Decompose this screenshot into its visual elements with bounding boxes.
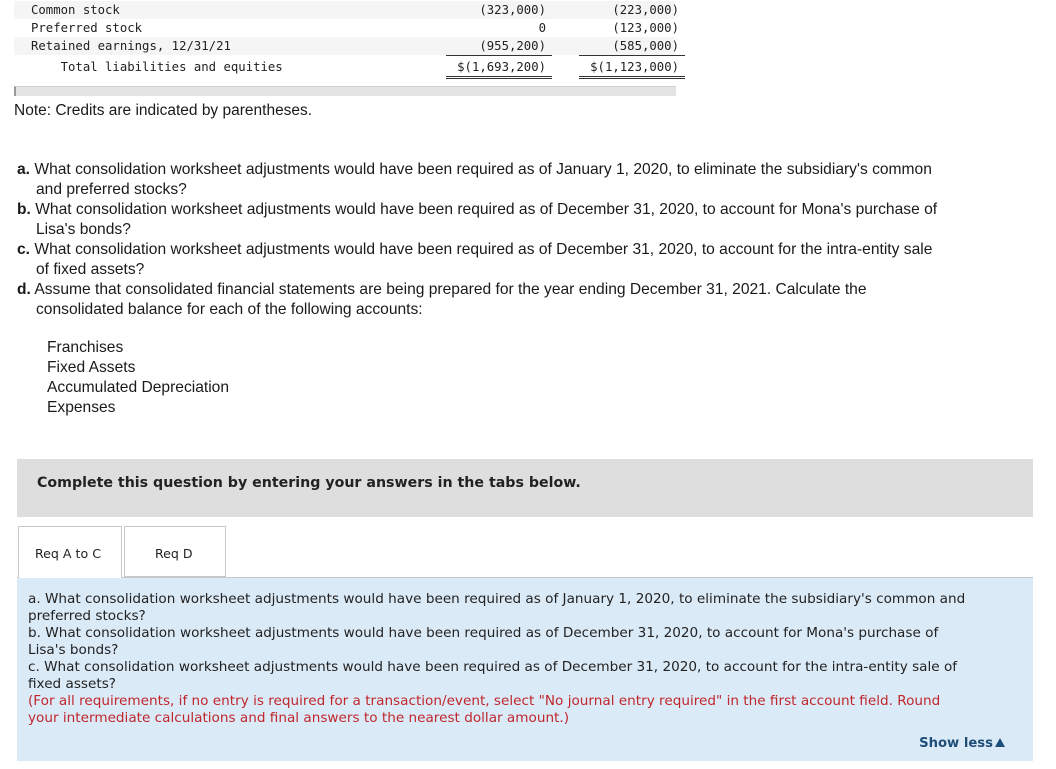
- question-letter: a.: [17, 161, 31, 178]
- requirement-panel: [17, 577, 1033, 761]
- row-value-col1: $(1,693,200): [446, 58, 552, 79]
- note-text: Note: Credits are indicated by parentheses.: [14, 102, 313, 119]
- row-value-col1: (323,000): [479, 3, 546, 17]
- instruction-text: Complete this question by entering your answers in the tabs below.: [37, 475, 581, 491]
- table-row-total: [14, 58, 679, 76]
- account-expenses: Expenses: [47, 399, 116, 416]
- tab-label: Req A to C: [35, 546, 101, 561]
- question-c: [17, 240, 1047, 280]
- question-letter: b.: [17, 201, 31, 218]
- account-accumulated-depreciation: Accumulated Depreciation: [47, 379, 230, 396]
- req-c-line-cont: fixed assets?: [28, 676, 116, 692]
- req-b-line-cont: Lisa's bonds?: [28, 642, 119, 658]
- req-a-line: a. What consolidation worksheet adjustments would have been required as of January 1, 2020, to eliminate the subsidiary's common and: [28, 591, 966, 607]
- tab-label: Req D: [155, 546, 193, 561]
- row-label: Retained earnings, 12/31/21: [31, 39, 231, 53]
- show-less-button[interactable]: [919, 736, 1005, 751]
- question-text: What consolidation worksheet adjustments would have been required as of January 1, 2020, to eliminate the subsidiary's common: [34, 161, 932, 178]
- row-value-col1: 0: [538, 21, 546, 35]
- req-c-line: c. What consolidation worksheet adjustments would have been required as of December 31, 2020, to account for the intra-entity sale of: [28, 659, 958, 675]
- question-text: Assume that consolidated financial statements are being prepared for the year ending December 31, 2021. Calculate the: [34, 281, 867, 298]
- question-text: What consolidation worksheet adjustments would have been required as of December 31, 2020, to account for Mona's purchase of: [35, 201, 938, 218]
- question-letter: c.: [17, 241, 31, 258]
- question-text-cont: of fixed assets?: [36, 261, 145, 278]
- tab-req-a-to-c[interactable]: [18, 526, 122, 578]
- show-less-label: Show less: [919, 736, 993, 751]
- question-text: What consolidation worksheet adjustments would have been required as of December 31, 2020, to account for the intra-entity sale: [34, 241, 933, 258]
- question-b: [17, 200, 1047, 240]
- row-label: Preferred stock: [31, 21, 143, 35]
- question-text-cont: consolidated balance for each of the following accounts:: [36, 301, 423, 318]
- row-value-col2: $(1,123,000): [579, 58, 685, 79]
- table-scroll-edge: [14, 86, 676, 96]
- table-row: [14, 19, 679, 37]
- row-value-col2: (223,000): [612, 3, 679, 17]
- instruction-note: (For all requirements, if no entry is required for a transaction/event, select "No journal entry required" in the first account field. Round: [28, 693, 941, 709]
- question-letter: d.: [17, 281, 31, 298]
- triangle-up-icon: [995, 738, 1005, 747]
- req-b-line: b. What consolidation worksheet adjustments would have been required as of December 31, 2020, to account for Mona's purchase of: [28, 625, 939, 641]
- tab-req-d[interactable]: [124, 526, 226, 577]
- question-d: [17, 280, 1047, 320]
- row-value-col1: (955,200): [446, 37, 552, 56]
- question-text-cont: and preferred stocks?: [36, 181, 187, 198]
- row-label: Total liabilities and equities: [31, 60, 283, 74]
- instruction-note-cont: your intermediate calculations and final answers to the nearest dollar amount.): [28, 710, 570, 726]
- table-row: [14, 1, 679, 19]
- question-a: [17, 160, 1047, 200]
- row-label: Common stock: [31, 3, 120, 17]
- instruction-banner: [17, 459, 1033, 517]
- account-franchises: Franchises: [47, 339, 124, 356]
- row-value-col2: (585,000): [579, 37, 685, 56]
- account-fixed-assets: Fixed Assets: [47, 359, 136, 376]
- row-value-col2: (123,000): [612, 21, 679, 35]
- requirement-text: [28, 591, 1028, 727]
- req-a-line-cont: preferred stocks?: [28, 608, 146, 624]
- table-row: [14, 37, 679, 55]
- question-text-cont: Lisa's bonds?: [36, 221, 131, 238]
